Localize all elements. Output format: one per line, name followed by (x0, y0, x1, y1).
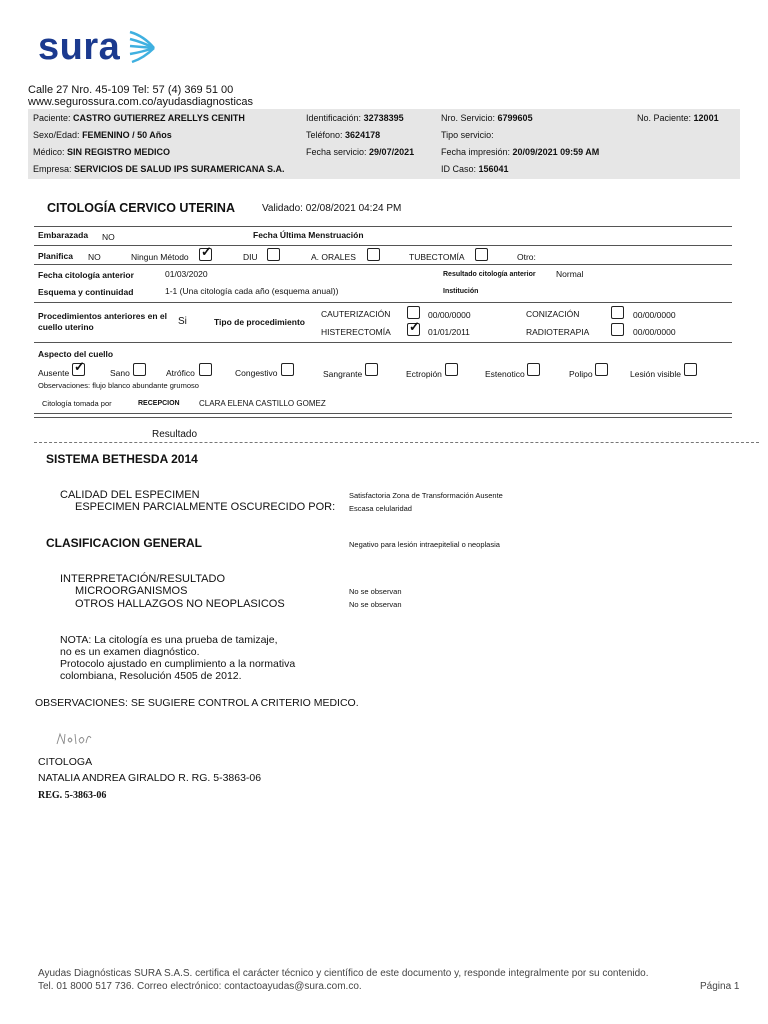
nota-line: no es un examen diagnóstico. (60, 646, 200, 658)
patient-sex-age: Sexo/Edad: FEMENINO / 50 Años (33, 130, 172, 140)
fecha-cito-ant-value: 01/03/2020 (165, 269, 208, 279)
estenotico-label: Estenotico (485, 369, 525, 379)
histerectomia-date: 01/01/2011 (428, 327, 470, 337)
validated-date: Validado: 02/08/2021 04:24 PM (262, 203, 402, 214)
diu-label: DIU (243, 252, 258, 262)
esquema-value: 1-1 (Una citología cada año (esquema anual)) (165, 286, 339, 296)
ningun-metodo-checkbox[interactable] (199, 244, 212, 261)
tomada-por-role: RECEPCION (138, 400, 180, 407)
planifica-label: Planifica (38, 251, 73, 261)
otros-label: OTROS HALLAZGOS NO NEOPLASICOS (75, 598, 285, 610)
clasificacion-value: Negativo para lesión intraepitelial o neoplasia (349, 540, 500, 549)
pregnant-label: Embarazada (38, 230, 89, 240)
interpretacion-label: INTERPRETACIÓN/RESULTADO (60, 573, 226, 585)
microorganismos-value: No se observan (349, 587, 402, 596)
signature-reg: REG. 5-3863-06 (38, 790, 107, 801)
otro-label: Otro: (517, 252, 536, 262)
ectropion-checkbox[interactable] (445, 363, 458, 376)
service-number: Nro. Servicio: 6799605 (441, 113, 533, 123)
cauterizacion-date: 00/00/0000 (428, 310, 471, 320)
calidad-label: CALIDAD DEL ESPECIMEN (60, 489, 200, 501)
microorganismos-label: MICROORGANISMOS (75, 585, 188, 597)
atrofico-label: Atrófico (166, 368, 195, 378)
patient-id: Identificación: 32738395 (306, 113, 404, 123)
cauterizacion-checkbox[interactable] (407, 306, 420, 319)
diu-checkbox[interactable] (267, 248, 280, 261)
check-icon: ✓ (201, 244, 212, 259)
page-number: Página 1 (700, 981, 740, 992)
a-orales-label: A. ORALES (311, 252, 356, 262)
clasificacion-heading: CLASIFICACION GENERAL (46, 536, 202, 550)
divider (34, 226, 732, 227)
congestivo-checkbox[interactable] (281, 363, 294, 376)
footer-contact: Tel. 01 8000 517 736. Correo electrónico: contactoayudas@sura.com.co. (38, 981, 362, 992)
cauterizacion-label: CAUTERIZACIÓN (321, 309, 391, 319)
signature-icon (55, 728, 95, 750)
institucion-label: Institución (443, 288, 479, 295)
pregnant-value: NO (102, 232, 115, 242)
tipo-proc-label: Tipo de procedimiento (214, 317, 305, 327)
resultado-cito-ant-value: Normal (556, 269, 584, 279)
signature-role: CITOLOGA (38, 756, 93, 768)
conizacion-date: 00/00/0000 (633, 310, 676, 320)
aspecto-label: Aspecto del cuello (38, 349, 114, 359)
website-line: www.segurossura.com.co/ayudasdiagnosticas (28, 96, 254, 108)
proc-ant-value: Si (178, 316, 187, 327)
otros-value: No se observan (349, 600, 402, 609)
observaciones-flujo: Observaciones: flujo blanco abundante grumoso (38, 381, 199, 390)
service-type: Tipo servicio: (441, 130, 494, 140)
divider (34, 302, 732, 303)
divider (34, 342, 732, 343)
planifica-value: NO (88, 252, 101, 262)
service-date: Fecha servicio: 29/07/2021 (306, 147, 415, 157)
fum-label: Fecha Última Menstruación (253, 230, 364, 240)
resultado-cito-ant-label: Resultado citología anterior (443, 271, 536, 278)
resultado-label: Resultado (152, 429, 198, 440)
divider (34, 413, 732, 414)
patient-phone: Teléfono: 3624178 (306, 130, 381, 140)
case-id: ID Caso: 156041 (441, 164, 509, 174)
oscurecido-label: ESPECIMEN PARCIALMENTE OSCURECIDO POR: (75, 501, 336, 513)
nota-line: colombiana, Resolución 4505 de 2012. (60, 670, 242, 682)
sangrante-checkbox[interactable] (365, 363, 378, 376)
oscurecido-value: Escasa celularidad (349, 504, 412, 513)
patient-doctor: Médico: SIN REGISTRO MEDICO (33, 147, 171, 157)
atrofico-checkbox[interactable] (199, 363, 212, 376)
sura-fan-icon (128, 28, 158, 68)
check-icon: ✓ (409, 319, 420, 334)
sano-checkbox[interactable] (133, 363, 146, 376)
nota-line: NOTA: La citología es una prueba de tamizaje, (60, 634, 278, 646)
patient-number: No. Paciente: 12001 (637, 113, 719, 123)
ausente-checkbox[interactable] (72, 359, 85, 376)
radioterapia-checkbox[interactable] (611, 323, 624, 336)
calidad-value: Satisfactoria Zona de Transformación Ausente (349, 491, 503, 500)
report-title: CITOLOGÍA CERVICO UTERINA (47, 201, 235, 215)
a-orales-checkbox[interactable] (367, 248, 380, 261)
divider (34, 417, 732, 418)
conizacion-label: CONIZACIÓN (526, 309, 580, 319)
dashed-divider (34, 442, 759, 443)
esquema-label: Esquema y continuidad (38, 287, 134, 297)
conizacion-checkbox[interactable] (611, 306, 624, 319)
patient-company: Empresa: SERVICIOS DE SALUD IPS SURAMERICANA S.A. (33, 164, 285, 174)
histerectomia-label: HISTERECTOMÍA (321, 327, 391, 337)
sano-label: Sano (110, 368, 130, 378)
bethesda-heading: SISTEMA BETHESDA 2014 (46, 452, 198, 466)
ningun-metodo-label: Ningun Método (131, 252, 189, 262)
ectropion-label: Ectropión (406, 369, 442, 379)
print-date: Fecha impresión: 20/09/2021 09:59 AM (441, 147, 600, 157)
polipo-checkbox[interactable] (595, 363, 608, 376)
observaciones-final: OBSERVACIONES: SE SUGIERE CONTROL A CRITERIO MEDICO. (35, 697, 359, 709)
divider (34, 264, 732, 265)
estenotico-checkbox[interactable] (527, 363, 540, 376)
tubectomia-checkbox[interactable] (475, 248, 488, 261)
lesion-visible-label: Lesión visible (630, 369, 682, 379)
radioterapia-label: RADIOTERAPIA (526, 327, 590, 337)
signature-name: NATALIA ANDREA GIRALDO R. RG. 5-3863-06 (38, 772, 262, 784)
histerectomia-checkbox[interactable] (407, 319, 420, 336)
tubectomia-label: TUBECTOMÍA (409, 252, 465, 262)
proc-ant-label: Procedimientos anteriores en el (38, 311, 167, 321)
check-icon: ✓ (74, 359, 85, 374)
radioterapia-date: 00/00/0000 (633, 327, 676, 337)
footer-certification: Ayudas Diagnósticas SURA S.A.S. certifica el carácter técnico y científico de este documento y, responde integralmente por su contenido. (38, 968, 649, 979)
congestivo-label: Congestivo (235, 368, 278, 378)
ausente-label: Ausente (38, 368, 70, 378)
lesion-visible-checkbox[interactable] (684, 363, 697, 376)
tomada-por-name: CLARA ELENA CASTILLO GOMEZ (199, 399, 326, 408)
sura-logo: sura (38, 26, 121, 68)
divider (34, 245, 732, 246)
tomada-por-label: Citología tomada por (42, 399, 112, 408)
address-line: Calle 27 Nro. 45-109 Tel: 57 (4) 369 51 00 (28, 84, 234, 96)
fecha-cito-ant-label: Fecha citología anterior (38, 270, 134, 280)
proc-ant-label-2: cuello uterino (38, 322, 94, 332)
polipo-label: Polipo (569, 369, 593, 379)
patient-name: Paciente: CASTRO GUTIERREZ ARELLYS CENITH (33, 113, 245, 123)
sangrante-label: Sangrante (323, 369, 363, 379)
nota-line: Protocolo ajustado en cumplimiento a la normativa (60, 658, 296, 670)
